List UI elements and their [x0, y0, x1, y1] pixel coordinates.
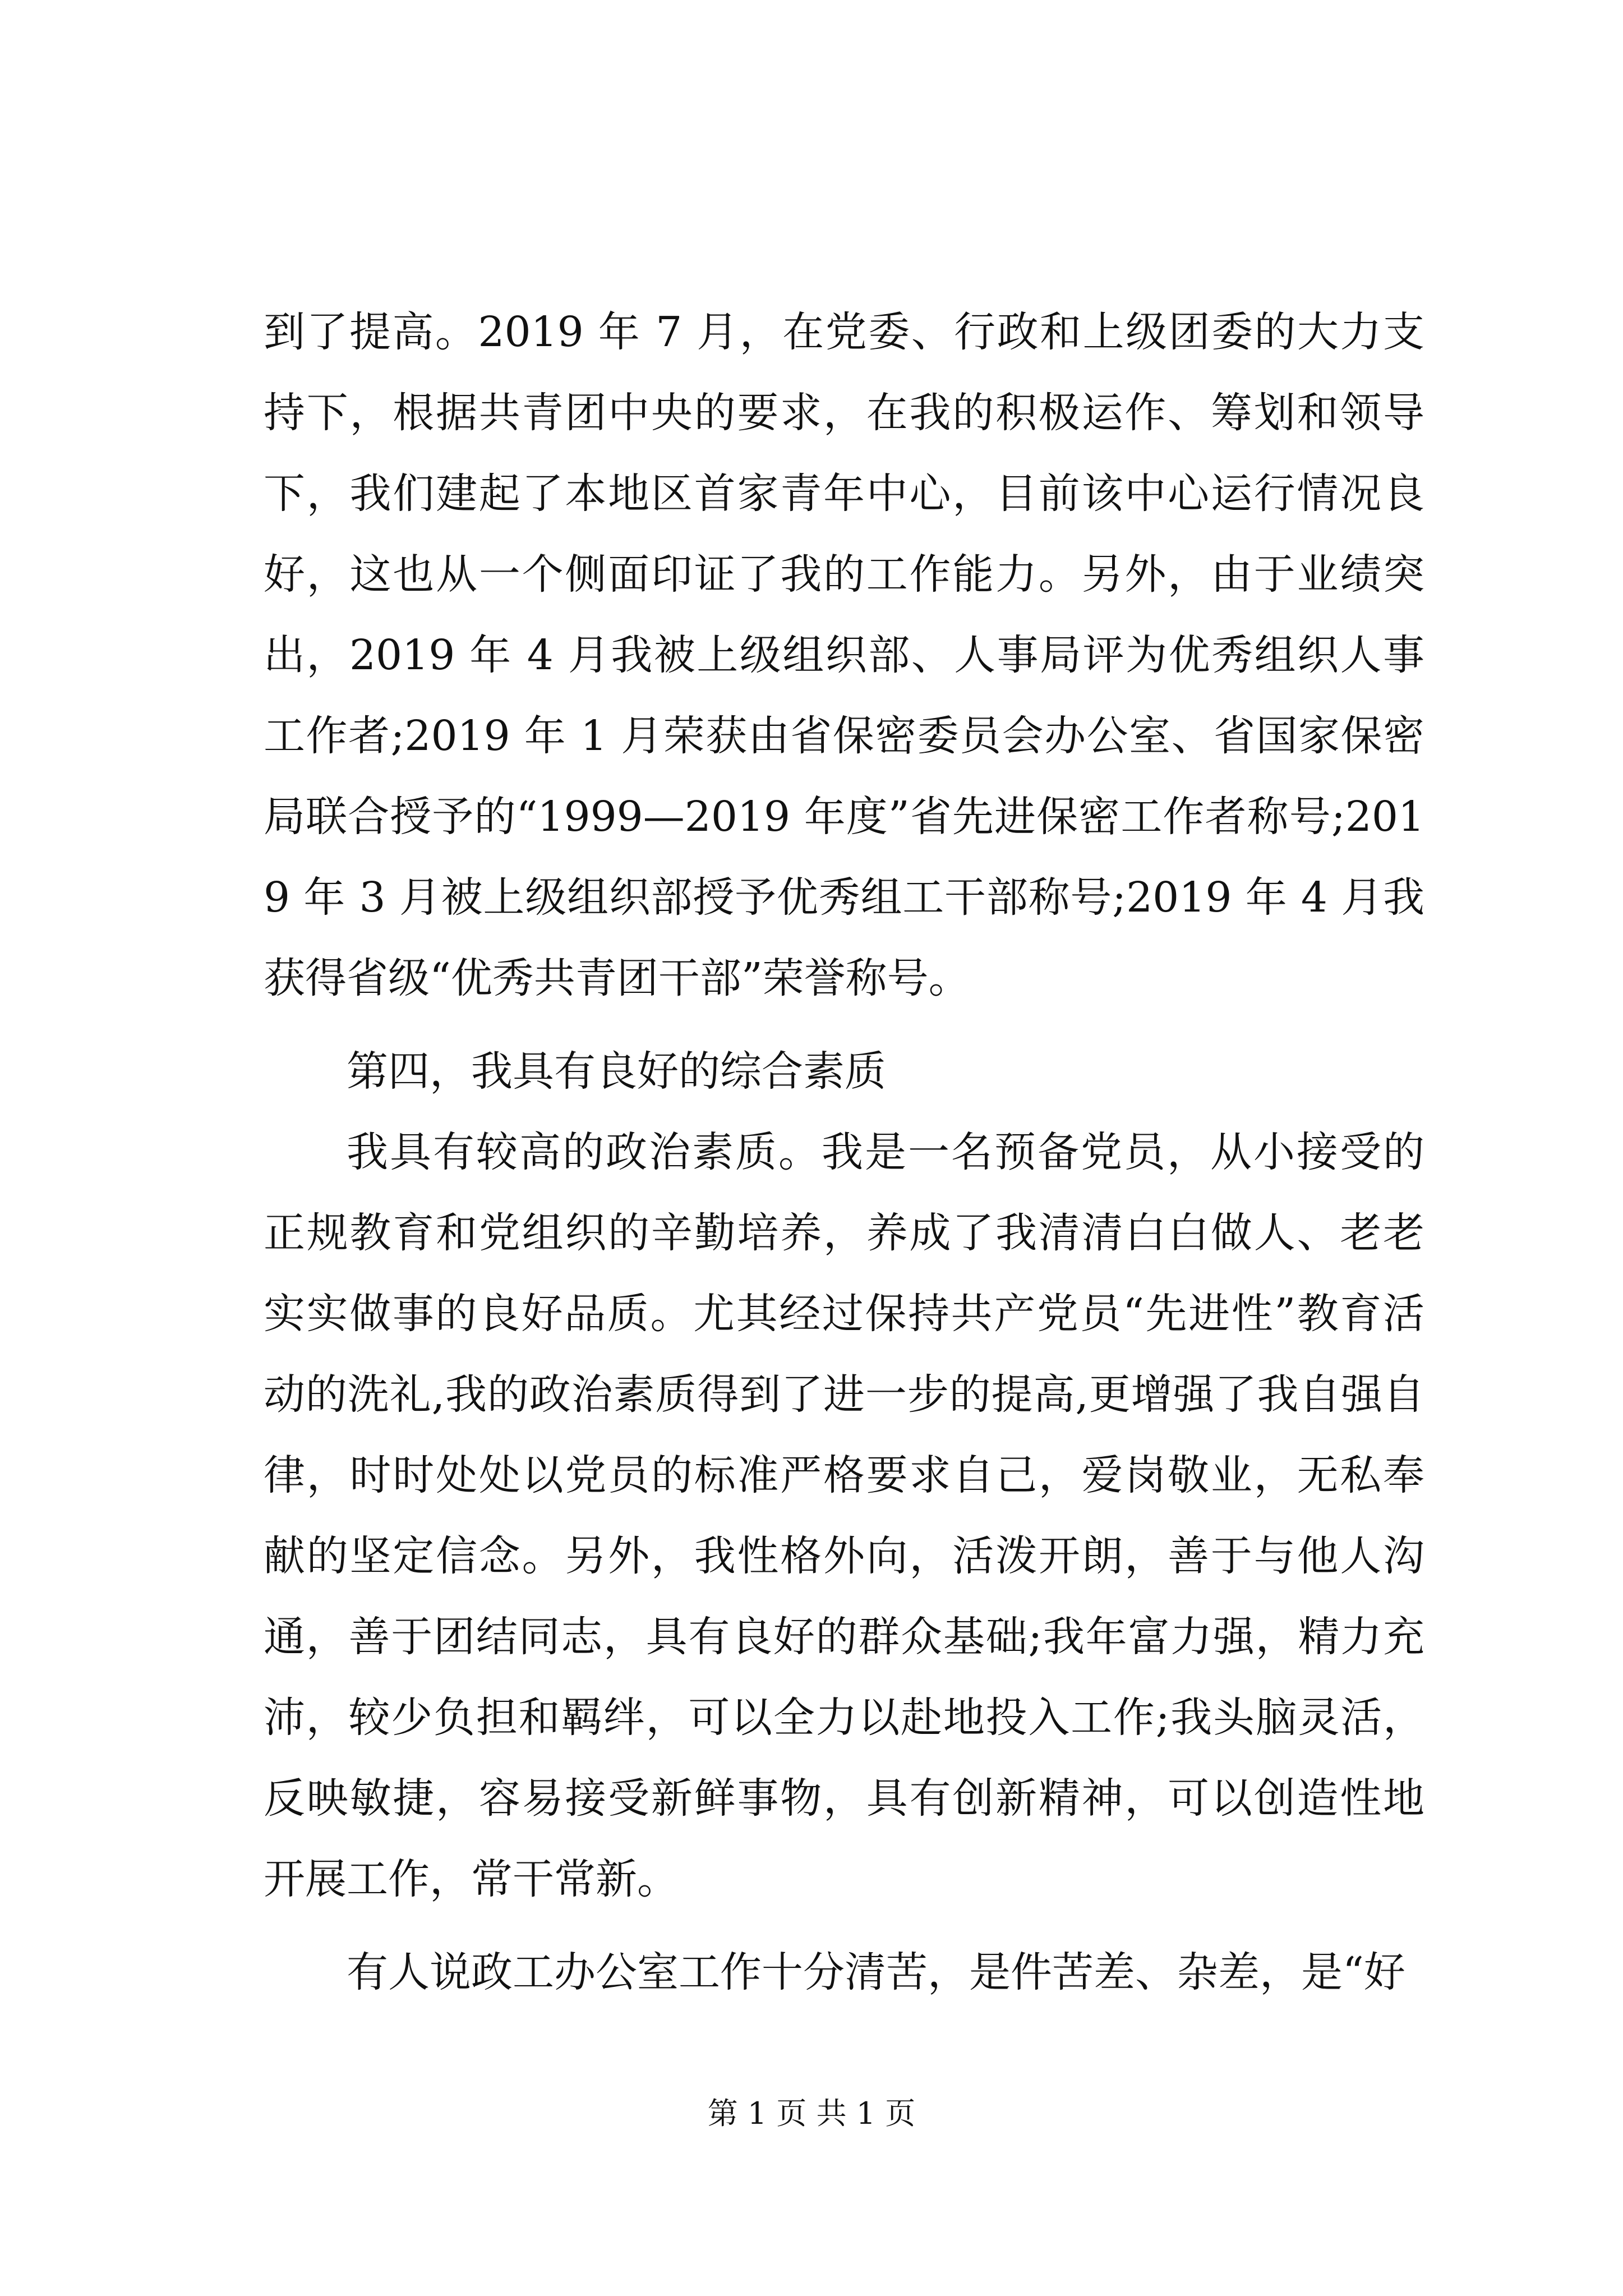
paragraph-achievements: 到了提高。2019 年 7 月，在党委、行政和上级团委的大力支持下，根据共青团中央的要求，在我的积极运作、筹划和领导下，我们建起了本地区首家青年中心，目前该中心运行情况良好，这也从一个侧面印证了我的工作能力。另外，由于业绩突出，2019 年 4 月我被上级组织部、人事局评为优秀组织人事工作者;2019 年 1 月荣获由省保密委员会办公室、省国家保密局联合授予的“1999—2019 年度”省先进保密工作者称号;2019 年 3 月被上级组织部授予优秀组工干部称号;2019 年 4 月我获得省级“优秀共青团干部”荣誉称号。 [264, 308, 1424, 1002]
paragraph-qualities: 我具有较高的政治素质。我是一名预备党员，从小接受的正规教育和党组织的辛勤培养，养成了我清清白白做人、老老实实做事的良好品质。尤其经过保持共产党员“先进性”教育活动的洗礼,我的政治素质得到了进一步的提高,更增强了我自强自律，时时处处以党员的标准严格要求自己，爱岗敬业，无私奉献的坚定信念。另外，我性格外向，活泼开朗，善于与他人沟通，善于团结同志，具有良好的群众基础;我年富力强，精力充沛，较少负担和羁绊，可以全力以赴地投入工作;我头脑灵活，反映敏捷，容易接受新鲜事物，具有创新精神，可以创造性地开展工作，常干常新。 [264, 1128, 1424, 1903]
document-body [264, 292, 1424, 2013]
section-heading-fourth: 第四，我具有良好的综合素质 [347, 1047, 886, 1096]
page-footer: 第 1 页 共 1 页 [707, 2096, 916, 2131]
paragraph-closing: 有人说政工办公室工作十分清苦，是件苦差、杂差，是“好 [347, 1948, 1405, 1996]
